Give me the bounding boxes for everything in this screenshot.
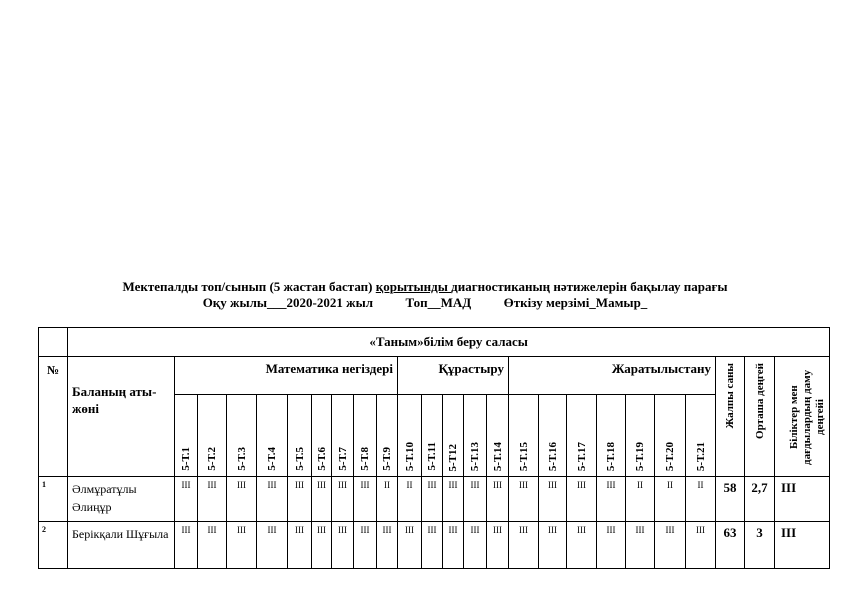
score-cell: III xyxy=(175,477,198,522)
table-row xyxy=(39,522,830,569)
child-name: Әлмұратұлы Әлиңұр xyxy=(68,477,175,522)
score-cell: III xyxy=(509,522,539,569)
table-row xyxy=(39,477,830,522)
level-cell: III xyxy=(775,477,830,522)
score-cell: III xyxy=(686,522,716,569)
score-cell: III xyxy=(539,477,567,522)
score-cell: III xyxy=(288,477,312,522)
score-cell: III xyxy=(288,522,312,569)
title-corner xyxy=(39,328,68,357)
name-header: Баланың аты-жөні xyxy=(68,357,175,477)
column-header: 5-Т.3 xyxy=(227,394,257,476)
score-cell: III xyxy=(175,522,198,569)
section-construction: Құрастыру xyxy=(398,357,509,395)
number-header: № xyxy=(39,357,68,477)
score-cell: III xyxy=(422,522,443,569)
column-header: 5-Т.6 xyxy=(312,394,332,476)
score-cell: III xyxy=(626,522,655,569)
column-header: 5-Т.16 xyxy=(539,394,567,476)
score-cell: III xyxy=(567,522,597,569)
total-cell: 58 xyxy=(716,477,745,522)
column-header: 5-Т.17 xyxy=(567,394,597,476)
score-cell: III xyxy=(398,522,422,569)
column-header: 5-Т.11 xyxy=(422,394,443,476)
score-cell: III xyxy=(443,477,464,522)
score-cell: II xyxy=(398,477,422,522)
score-cell: III xyxy=(597,477,626,522)
score-cell: III xyxy=(227,522,257,569)
column-header: 5-Т.1 xyxy=(175,394,198,476)
score-cell: III xyxy=(354,477,377,522)
score-cell: III xyxy=(227,477,257,522)
score-cell: III xyxy=(509,477,539,522)
average-cell: 3 xyxy=(745,522,775,569)
average-cell: 2,7 xyxy=(745,477,775,522)
column-header: 5-Т.14 xyxy=(487,394,509,476)
average-header: Орташа деңгей xyxy=(745,357,775,477)
score-cell: III xyxy=(464,477,487,522)
column-header: 5-Т.18 xyxy=(597,394,626,476)
score-cell: III xyxy=(655,522,686,569)
score-cell: II xyxy=(626,477,655,522)
score-cell: III xyxy=(464,522,487,569)
total-cell: 63 xyxy=(716,522,745,569)
level-header: Біліктер мен дағдылардың даму деңгейі xyxy=(775,357,830,477)
title-text-end: диагностиканың нәтижелерін бақылау парағы xyxy=(451,279,728,294)
score-cell: III xyxy=(312,522,332,569)
level-cell: III xyxy=(775,522,830,569)
area-title: «Таным»білім беру саласы xyxy=(68,328,830,357)
sheet-subtitle: Оқу жылы___2020-2021 жыл Топ__МАД Өткізу мерзімі_Мамыр_ xyxy=(202,295,648,310)
score-cell: III xyxy=(332,522,354,569)
title-underlined-text: қорытынды xyxy=(375,279,452,294)
sheet-title xyxy=(0,279,850,295)
score-cell: III xyxy=(257,477,288,522)
section-nature: Жаратылыстану xyxy=(509,357,716,395)
score-cell: III xyxy=(377,522,398,569)
column-header: 5-Т12 xyxy=(443,394,464,476)
score-cell: III xyxy=(354,522,377,569)
child-name: Берікқали Шұғыла xyxy=(68,522,175,569)
score-cell: III xyxy=(487,477,509,522)
row-number: 1 xyxy=(39,477,68,522)
score-cell: III xyxy=(539,522,567,569)
score-cell: III xyxy=(597,522,626,569)
column-header: 5-Т.20 xyxy=(655,394,686,476)
score-cell: III xyxy=(198,522,227,569)
title-text: Мектепалды топ/сынып (5 жастан бастап) xyxy=(122,279,376,294)
column-header: 5-Т.15 xyxy=(509,394,539,476)
row-number: 2 xyxy=(39,522,68,569)
score-cell: III xyxy=(312,477,332,522)
column-header: 5-Т.8 xyxy=(354,394,377,476)
score-cell: III xyxy=(257,522,288,569)
column-header: 5-Т.7 xyxy=(332,394,354,476)
column-header: 5-Т.9 xyxy=(377,394,398,476)
column-header: 5-Т.10 xyxy=(398,394,422,476)
column-header: 5-Т.4 xyxy=(257,394,288,476)
total-header: Жалпы саны xyxy=(716,357,745,477)
section-math: Математика негіздері xyxy=(175,357,398,395)
score-cell: II xyxy=(377,477,398,522)
column-header: 5-Т.13 xyxy=(464,394,487,476)
score-cell: II xyxy=(686,477,716,522)
score-cell: III xyxy=(422,477,443,522)
score-cell: III xyxy=(443,522,464,569)
score-cell: III xyxy=(567,477,597,522)
column-header: 5-Т.5 xyxy=(288,394,312,476)
column-header: 5-Т.21 xyxy=(686,394,716,476)
results-table xyxy=(38,327,830,569)
column-header: 5-Т.19 xyxy=(626,394,655,476)
score-cell: III xyxy=(487,522,509,569)
score-cell: III xyxy=(198,477,227,522)
score-cell: II xyxy=(655,477,686,522)
score-cell: III xyxy=(332,477,354,522)
column-header: 5-Т.2 xyxy=(198,394,227,476)
